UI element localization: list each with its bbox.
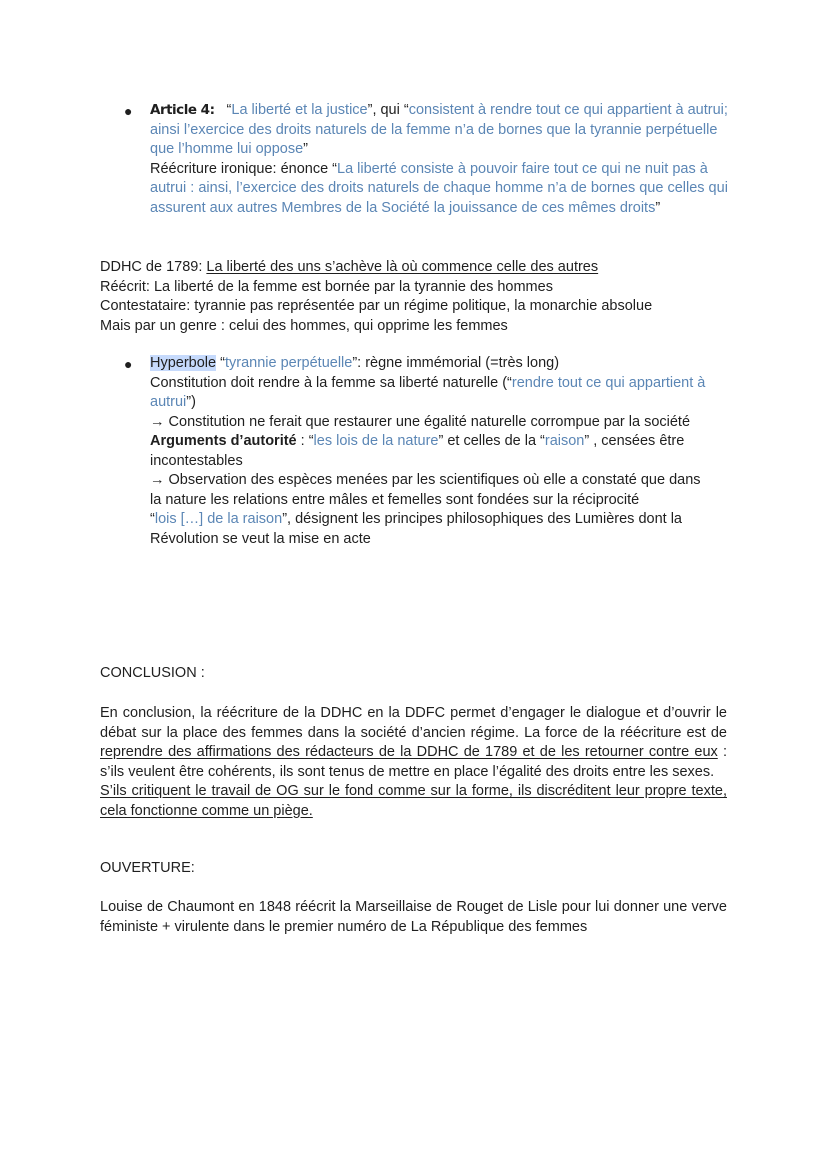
quote-raison: raison (544, 433, 585, 449)
ddhc-paragraph (100, 258, 760, 336)
bullet-dot: ● (124, 356, 133, 372)
quote-tyrannie: tyrannie perpétuelle (224, 355, 353, 371)
conclusion-paragraph: En conclusion, la réécriture de la DDHC en la DDFC permet d’engager le dialogue et d’ouvrir le débat sur la place des femmes dans la société d’ancien régime. La force de la réécriture est de reprendre des affirmations des rédacteurs de la DDHC de 1789 et de les retourner contre eux : s’ils veulent être cohérents, ils sont tenus de mettre en place l’égalité des droits entre les sexes. S’ils critiquent le travail de OG sur le fond comme sur la forme, ils discréditent leur propre texte, cela fonctionne comme un piège. (100, 705, 727, 819)
conclusion-heading: CONCLUSION : (100, 665, 205, 681)
arrow-line-1: → Constitution ne ferait que restaurer une égalité naturelle corrompue par la société (150, 413, 691, 430)
quote-article-4: consistent à rendre tout ce qui appartient à autrui; ainsi l’exercice des droits naturels de la femme n’a de bornes que la tyrannie perpétuelle que l’homme lui oppose (150, 102, 728, 157)
conclusion-underlined-2: S’ils critiquent le travail de OG sur le fond comme sur la forme, ils discréditent leur propre texte, cela fonctionne comme un piège. (100, 783, 727, 819)
quote-connector: ”, qui “ (367, 102, 409, 118)
ddhc-line-2: Réécrit: La liberté de la femme est bornée par la tyrannie des hommes (100, 278, 553, 295)
arrow-line-2: → Observation des espèces menées par les scientifiques où elle a constaté que dans la nature les relations entre mâles et femelles sont fondées sur la réciprocité (150, 472, 701, 508)
bullet-dot: ● (124, 103, 133, 119)
conclusion-underlined-1: reprendre des affirmations des rédacteurs de la DDHC de 1789 et de les retourner contre eux (100, 744, 718, 760)
bullet-hyperbole (124, 354, 714, 549)
rewrite-label: Réécriture ironique: énonce “ (150, 160, 337, 177)
quote-rendre: rendre tout ce qui appartient à autrui (150, 374, 706, 410)
article-label: Article 4: (150, 102, 215, 118)
quote-liberte-justice: La liberté et la justice (231, 102, 368, 118)
ouverture-heading: OUVERTURE: (100, 860, 195, 876)
quote-lois-raison: lois […] de la raison (154, 511, 283, 527)
ddhc-line-3: Contestataire: tyrannie pas représentée par un régime politique, la monarchie absolue (100, 298, 653, 314)
bullet-article-4-body: Article 4: “La liberté et la justice”, qui “consistent à rendre tout ce qui appartient à autrui; ainsi l’exercice des droits naturels de la femme n’a de bornes que la tyrannie perpétuelle que l’homme lui oppose” Réécriture ironique: énonce “La liberté consiste à pouvoir faire tout ce qui ne nuit pas à autrui : ainsi, l’exercice des droits naturels de chaque homme n’a de bornes que celles qui assurent aux autres Membres de la Société la jouissance de ces mêmes droits” (150, 102, 728, 216)
ddhc-line-1: DDHC de 1789: La liberté des uns s’achève là où commence celle des autres (100, 259, 599, 275)
ouverture-paragraph: Louise de Chaumont en 1848 réécrit la Marseillaise de Rouget de Lisle pour lui donner une verve féministe + virulente dans le premier numéro de La République des femmes (100, 899, 727, 935)
ddhc-underlined-quote: La liberté des uns s’achève là où commence celle des autres (206, 259, 599, 275)
ddhc-line-4: Mais par un genre : celui des hommes, qui opprime les femmes (100, 317, 508, 334)
quote-lois-nature: les lois de la nature (313, 433, 439, 449)
highlighted-hyperbole: Hyperbole (150, 355, 217, 371)
bullet-hyperbole-body: Hyperbole “tyrannie perpétuelle”: règne immémorial (=très long) Constitution doit rendre à la femme sa liberté naturelle (“rendre tout ce qui appartient à autrui”) → Constitution ne ferait que restaurer une égalité naturelle corrompue par la société Arguments d’autorité : “les lois de la nature” et celles de la “raison” , censées être incontestables → Observation des espèces menées par les scientifiques où elle a constaté que dans la nature les relations entre mâles et femelles sont fondées sur la réciprocité “lois […] de la raison”, désignent les principes philosophiques des Lumières dont la Révolution se veut la mise en acte (150, 355, 706, 547)
quote-ddhc-article-4: La liberté consiste à pouvoir faire tout ce qui ne nuit pas à autrui : ainsi, l’exercice des droits naturels de chaque homme n’a de bornes que celles qui assurent aux autres Membres de la Société la jouissance de ces mêmes droits (150, 160, 728, 216)
bullet-article-4 (124, 101, 734, 218)
arguments-label: Arguments d’autorité (150, 433, 297, 449)
